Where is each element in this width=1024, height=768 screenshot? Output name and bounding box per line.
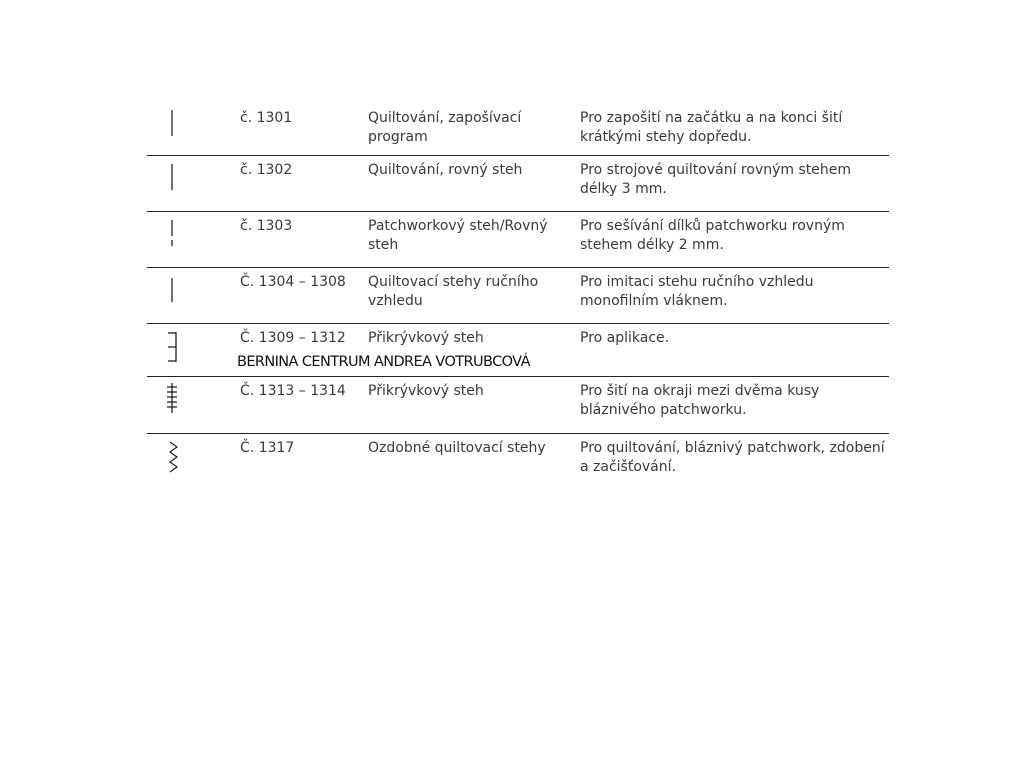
stitch-name: Přikrývkový steh [368, 383, 484, 399]
table-row [147, 377, 889, 434]
table-row [147, 434, 889, 490]
stitch-description: Pro imitaci stehu ručního vzhledu monofilním vláknem. [580, 274, 814, 309]
stitch-number: Č. 1313 – 1314 [240, 383, 346, 399]
stitch-name: Ozdobné quiltovací stehy [368, 440, 546, 456]
patchwork-straight-stitch-icon [161, 216, 183, 256]
table-row [147, 212, 889, 268]
stitch-number: č. 1301 [240, 110, 293, 126]
stitch-description: Pro quiltování, bláznivý patchwork, zdobení a začišťování. [580, 440, 885, 475]
stitch-description: Pro zapošití na začátku a na konci šití krátkými stehy dopředu. [580, 110, 843, 145]
stitch-number: Č. 1317 [240, 440, 295, 456]
stitch-name: Přikrývkový steh [368, 330, 484, 346]
stitch-name: Quiltovací stehy ručního vzhledu [368, 274, 539, 309]
stitch-description: Pro šití na okraji mezi dvěma kusy bláznivého patchworku. [580, 383, 820, 418]
stitch-table [147, 104, 889, 490]
stitch-name: Patchworkový steh/Rovný steh [368, 218, 548, 253]
watermark-text: BERNINA CENTRUM ANDREA VOTRUBCOVÁ [237, 354, 530, 370]
stitch-number: č. 1302 [240, 162, 293, 178]
table-row [147, 104, 889, 156]
stitch-description: Pro aplikace. [580, 330, 670, 346]
handlook-stitch-icon [161, 272, 183, 312]
stitch-name: Quiltování, zapošívací program [368, 110, 522, 145]
stitch-number: č. 1303 [240, 218, 293, 234]
straight-stitch-short-icon [161, 108, 183, 148]
stitch-description: Pro strojové quiltování rovným stehem délky 3 mm. [580, 162, 851, 197]
straight-stitch-icon [161, 160, 183, 200]
blanket-stitch-icon [161, 328, 183, 368]
stitch-name: Quiltování, rovný steh [368, 162, 523, 178]
stitch-number: Č. 1309 – 1312 [240, 330, 346, 346]
stitch-number: Č. 1304 – 1308 [240, 274, 346, 290]
table-row [147, 156, 889, 212]
table-row [147, 268, 889, 324]
stitch-description: Pro sešívání dílků patchworku rovným stehem délky 2 mm. [580, 218, 845, 253]
zigzag-stitch-icon [161, 438, 183, 478]
double-blanket-stitch-icon [161, 381, 183, 421]
